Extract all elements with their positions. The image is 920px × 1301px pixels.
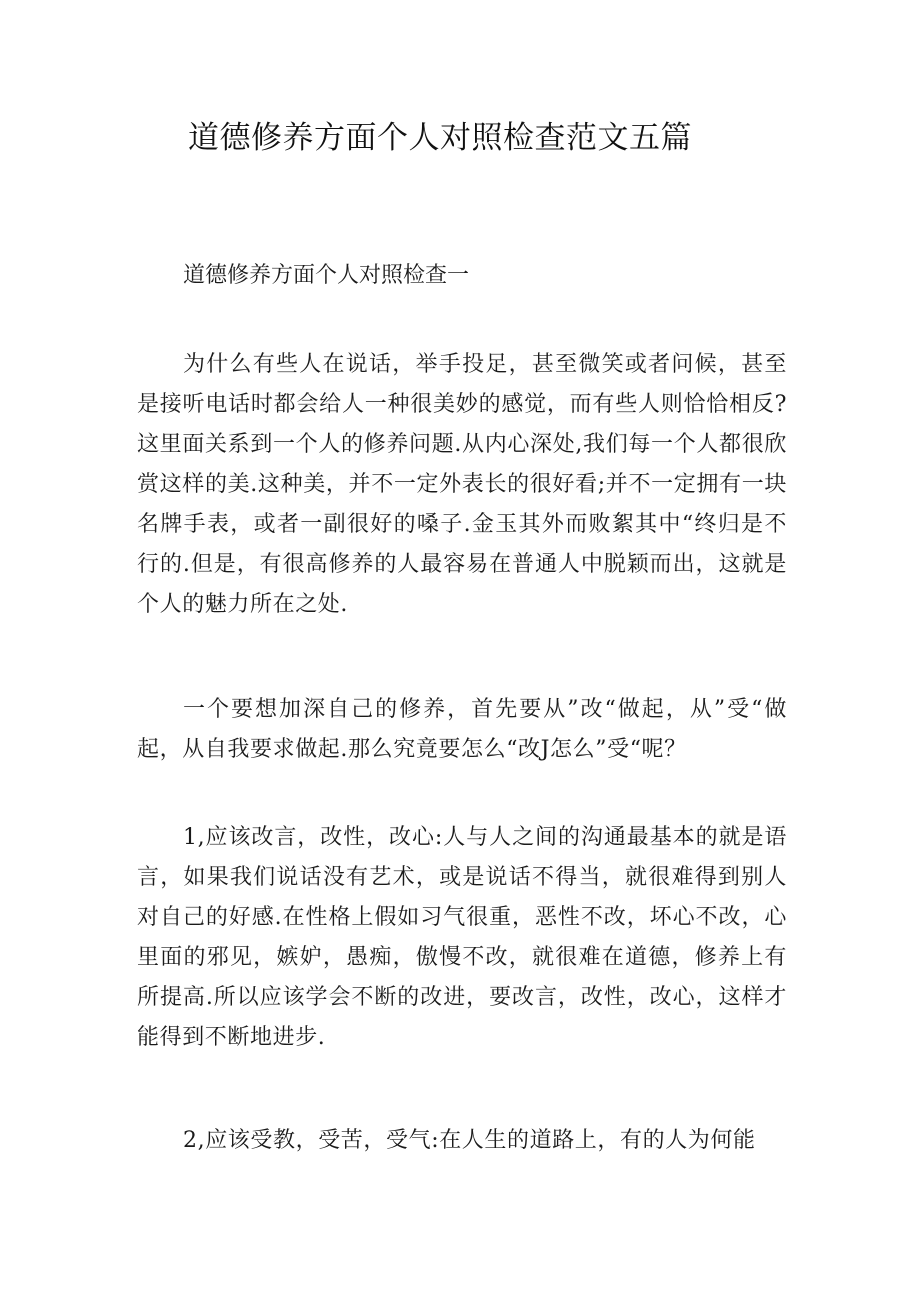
document-title: 道德修养方面个人对照检查范文五篇 (188, 120, 692, 156)
paragraph-3: 1,应该改言，改性，改心:人与人之间的沟通最基本的就是语言，如果我们说话没有艺术，或是说话不得当，就很难得到别人对自己的好感.在性格上假如习气很重，恶性不改，坏心不改，心里面的邪见，嫉妒，愚痴，傲慢不改，就很难在道德，修养上有所提高.所以应该学会不断的改进，要改言，改性，改心，这样才能得到不断地进步. (137, 825, 787, 1050)
section-heading: 道德修养方面个人对照检查一 (183, 263, 470, 288)
paragraph-2: 一个要想加深自己的修养，首先要从”改“做起，从”受“做起，从自我要求做起.那么究竟要怎么“改J怎么”受“呢？ (137, 697, 787, 762)
paragraph-4: 2,应该受教，受苦，受气:在人生的道路上，有的人为何能 (183, 1128, 756, 1153)
paragraph-1: 为什么有些人在说话，举手投足，甚至微笑或者问候，甚至是接听电话时都会给人一种很美妙的感觉，而有些人则恰恰相反?这里面关系到一个人的修养问题.从内心深处,我们每一个人都很欣赏这样的美.这种美，并不一定外表长的很好看;并不一定拥有一块名牌手表，或者一副很好的嗓子.金玉其外而败絮其中“终归是不行的.但是，有很高修养的人最容易在普通人中脱颖而出，这就是个人的魅力所在之处. (137, 352, 787, 617)
